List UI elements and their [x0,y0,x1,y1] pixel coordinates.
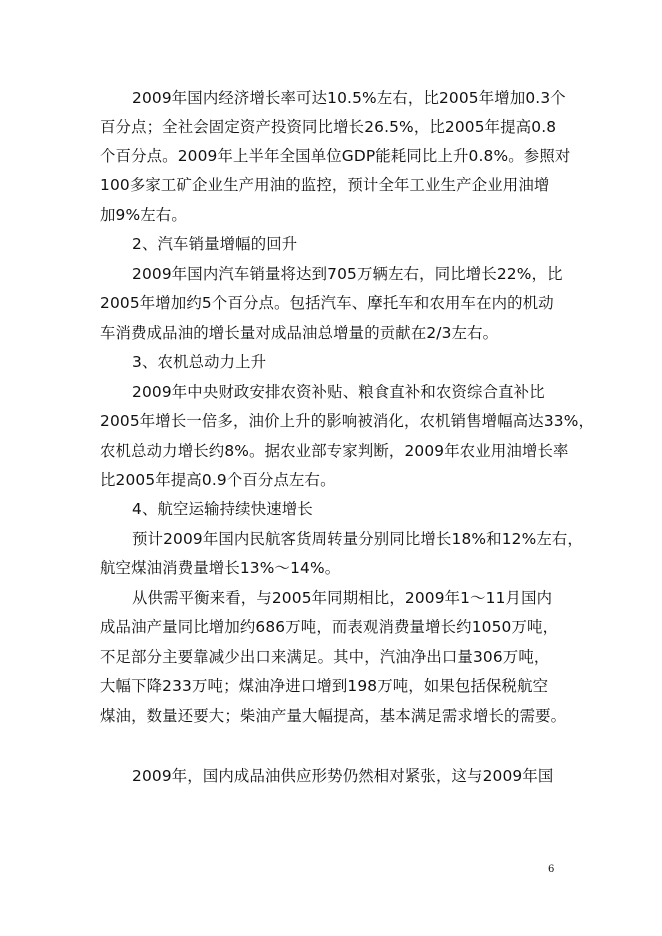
text-line: 2009年中央财政安排农资补贴、粮食直补和农资综合直补比 [132,383,545,401]
text-line: 车消费成品油的增长量对成品油总增量的贡献在2/3左右。 [100,324,499,342]
page-number: 6 [548,864,555,875]
text-line: 2009年，国内成品油供应形势仍然相对紧张，这与2009年国 [132,767,554,785]
text-line: 航空煤油消费量增长13%～14%。 [100,559,341,577]
text-line: 从供需平衡来看，与2005年同期相比，2009年1～11月国内 [132,589,553,607]
section-heading: 4、航空运输持续快速增长 [132,500,313,518]
text-line: 2005年增加约5个百分点。包括汽车、摩托车和农用车在内的机动 [100,294,554,312]
text-line: 农机总动力增长约8%。据农业部专家判断，2009年农业用油增长率 [100,442,569,460]
text-line: 100多家工矿企业生产用油的监控，预计全年工业生产企业用油增 [100,176,550,194]
text-line: 成品油产量同比增加约686万吨，而表观消费量增长约1050万吨， [100,618,559,636]
text-line: 2009年国内汽车销量将达到705万辆左右，同比增长22%，比 [132,265,563,283]
text-line: 比2005年提高0.9个百分点左右。 [100,471,336,489]
section-heading: 3、农机总动力上升 [132,353,267,371]
text-line: 百分点；全社会固定资产投资同比增长26.5%，比2005年提高0.8 [100,118,557,136]
text-line: 煤油，数量还要大；柴油产量大幅提高，基本满足需求增长的需要。 [100,707,567,725]
text-line: 2009年国内经济增长率可达10.5%左右，比2005年增加0.3个 [132,89,566,107]
text-line: 个百分点。2009年上半年全国单位GDP能耗同比上升0.8%。参照对 [100,147,571,165]
text-line: 不足部分主要靠减少出口来满足。其中，汽油净出口量306万吨， [100,648,550,666]
text-line: 大幅下降233万吨；煤油净进口增到198万吨，如果包括保税航空 [100,677,549,695]
section-heading: 2、汽车销量增幅的回升 [132,235,298,253]
text-line: 预计2009年国内民航客货周转量分别同比增长18%和12%左右， [132,530,583,548]
text-line: 加9%左右。 [100,206,187,224]
text-line: 2005年增长一倍多，油价上升的影响被消化，农机销售增幅高达33%， [100,412,595,430]
